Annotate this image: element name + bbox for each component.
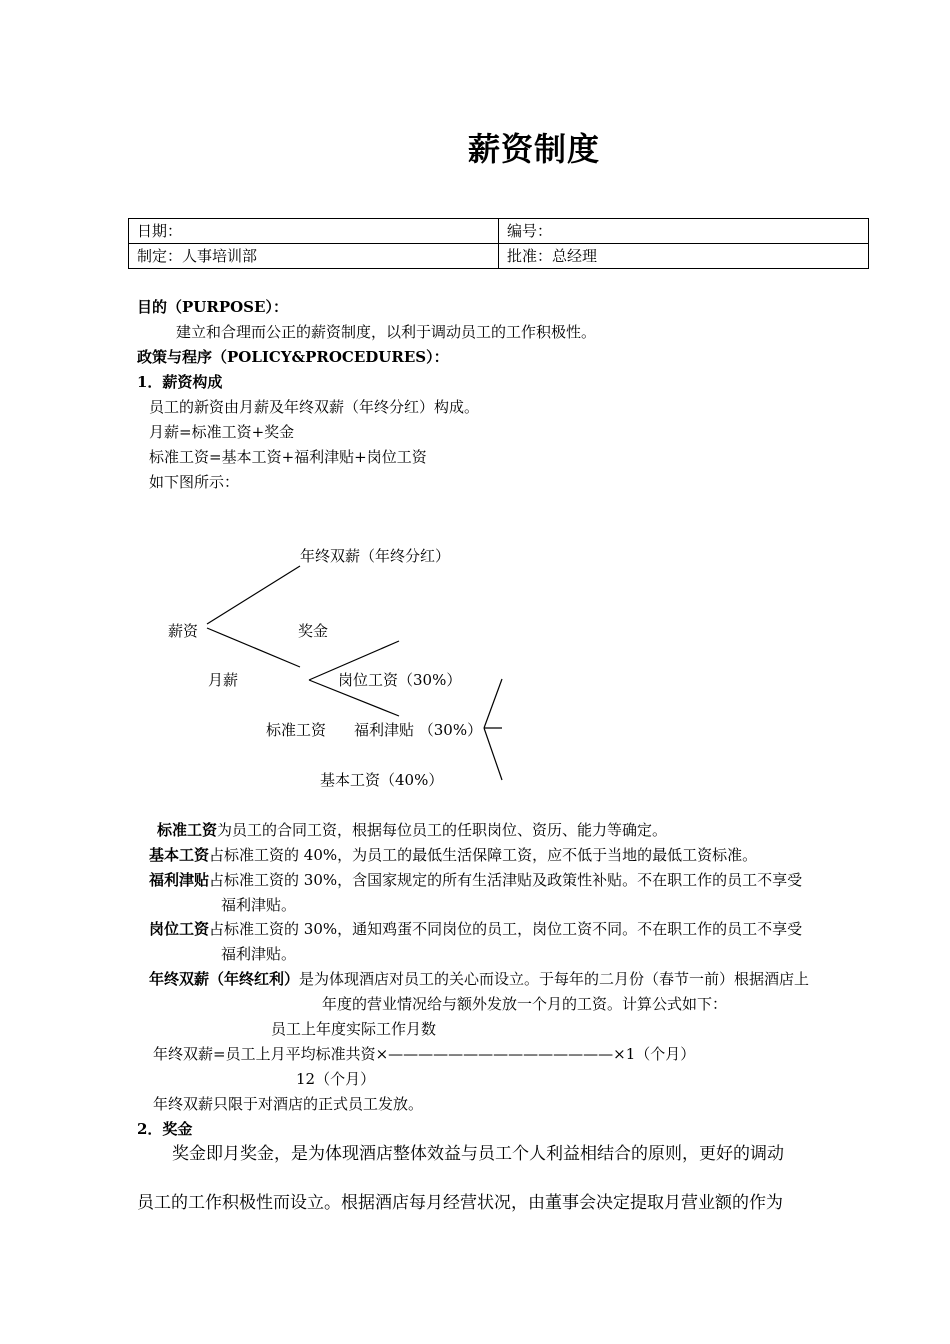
definition-year-end-cont: 年度的营业情况给与额外发放一个月的工资。计算公式如下： [322, 995, 728, 1013]
diagram-monthly: 月薪 [208, 671, 239, 689]
definition-text: 占标准工资的 30%，通知鸡蛋不同岗位的员工，岗位工资不同。不在职工作的员工不享受 [209, 920, 803, 938]
formula-main: 年终双薪=员工上月平均标准共资×———————————————×1（个月） [153, 1045, 696, 1063]
branch-line-basic [484, 728, 502, 780]
definition-post [149, 919, 802, 939]
section2-line: 奖金即月奖金，是为体现酒店整体效益与员工个人利益相结合的原则，更好的调动 [172, 1144, 784, 1164]
definition-text: 为员工的合同工资，根据每位员工的任职岗位、资历、能力等确定。 [217, 821, 668, 839]
section1-line: 如下图所示： [149, 473, 240, 491]
definition-welfare-cont: 福利津贴。 [221, 896, 297, 914]
number-cell: 编号： [499, 219, 869, 244]
diagram-year-end: 年终双薪（年终分红） [300, 547, 451, 565]
diagram-basic: 基本工资（40%） [320, 771, 444, 789]
diagram-bonus: 奖金 [298, 622, 329, 640]
diagram-post-wage: 岗位工资（30%） [338, 671, 462, 689]
definition-term: 福利津贴 [149, 871, 210, 889]
definition-text: 占标准工资的 40%，为员工的最低生活保障工资，应不低于当地的最低工资标准。 [209, 846, 758, 864]
formula-numerator: 员工上年度实际工作月数 [271, 1020, 437, 1038]
formula-note: 年终双薪只限于对酒店的正式员工发放。 [153, 1095, 424, 1113]
diagram-standard: 标准工资 [266, 721, 327, 739]
branch-line-monthly [207, 628, 300, 667]
policy-heading: 政策与程序（POLICY&PROCEDURES）： [137, 348, 449, 366]
definition-text: 占标准工资的 30%，含国家规定的所有生活津贴及政策性补贴。不在职工作的员工不享受 [209, 871, 803, 889]
section1-heading: 1．薪资构成 [137, 373, 223, 391]
branch-line-post [484, 679, 502, 728]
diagram-salary: 薪资 [168, 622, 199, 640]
maker-cell: 制定：人事培训部 [129, 244, 499, 269]
definition-term: 年终双薪（年终红利） [149, 970, 300, 988]
branch-line-year-end [207, 566, 300, 624]
purpose-heading: 目的（PURPOSE）： [137, 298, 288, 316]
section1-line: 员工的新资由月薪及年终双薪（年终分红）构成。 [149, 398, 480, 416]
definition-term: 标准工资 [157, 821, 218, 839]
definition-term: 基本工资 [149, 846, 210, 864]
section2-line: 员工的工作积极性而设立。根据酒店每月经营状况，由董事会决定提取月营业额的作为 [137, 1193, 783, 1213]
definition-post-cont: 福利津贴。 [221, 945, 297, 963]
formula-denominator: 12（个月） [296, 1070, 376, 1088]
purpose-text: 建立和合理而公正的薪资制度，以利于调动员工的工作积极性。 [176, 323, 597, 341]
definition-year-end [149, 969, 809, 989]
section2-heading: 2．奖金 [137, 1120, 193, 1138]
definition-text: 是为体现酒店对员工的关心而设立。于每年的二月份（春节一前）根据酒店上 [299, 970, 810, 988]
diagram-welfare: 福利津贴 （30%） [354, 721, 483, 739]
definition-term: 岗位工资 [149, 920, 210, 938]
page-title: 薪资制度 [468, 130, 601, 168]
definition-standard [157, 820, 667, 840]
section1-line: 标准工资=基本工资+福利津贴+岗位工资 [149, 448, 427, 466]
date-cell: 日期： [129, 219, 499, 244]
section1-line: 月薪=标准工资+奖金 [149, 423, 295, 441]
approver-cell: 批准：总经理 [499, 244, 869, 269]
definition-basic [149, 845, 757, 865]
definition-welfare [149, 870, 802, 890]
